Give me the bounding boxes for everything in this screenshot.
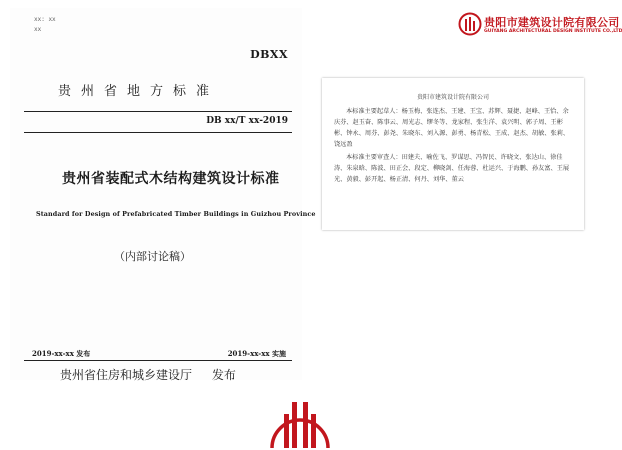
footer-divider xyxy=(24,360,292,361)
header-divider xyxy=(24,132,292,133)
company-name-cn: 贵阳市建筑设计院有限公司 xyxy=(484,16,620,29)
issuer-name: 贵州省住房和城乡建设厅 xyxy=(60,368,193,382)
drafters-list: 本标准主要起草人：杨玉梅、张连杰、王建、王宝、苏辉、聂捷、赵峰、王恰、余庆芬、赵玉奋、陈事云、周光志、缪冬等、龙家程、张生洋、袁兴明、郭子周、王彬彬、钟永、周芬、彭尧、朱晓东、刘入源、彭勇、杨青松、王成、赵杰、胡敏、张莉、饶远盈 xyxy=(334,108,570,148)
draft-label: （内部讨论稿） xyxy=(114,250,191,263)
standard-number: DB xx/T xx-2019 xyxy=(206,116,288,126)
company-logo xyxy=(458,12,622,42)
standard-type: 贵州省地方标准 xyxy=(58,84,220,99)
publish-date: 2019-xx-xx 发布 xyxy=(32,349,91,358)
top-divider xyxy=(24,111,292,112)
corner-text-1: xx: xx xyxy=(34,16,56,23)
company-emblem-icon xyxy=(458,12,482,36)
issuer xyxy=(60,366,236,383)
company-name-en: GUIYANG ARCHITECTURAL DESIGN INSTITUTE CO.,LTD xyxy=(484,29,622,34)
reviewers-list: 本标准主要审查人：田建夫、喻佐飞、罗谋思、冯智民、许晓文、张达山、徐佳涛、朱泉晗、陈波、田正会、段定、柳晓剑、任海蓉、杜运兴、于海鹏、孙友富、王展光、黄毅、彭开起、杨正清、何丹、刘华、董云 xyxy=(334,154,570,183)
issuer-action: 发布 xyxy=(211,368,236,382)
note-body xyxy=(334,106,572,185)
implement-date: 2019-xx-xx 实施 xyxy=(227,349,286,358)
note-header: 贵阳市建筑设计院有限公司 xyxy=(416,94,489,101)
standard-title-en: Standard for Design of Prefabricated Timber Buildings in Guizhou Province xyxy=(36,210,316,218)
drafters-page xyxy=(322,78,584,230)
standard-title-cn: 贵州省装配式木结构建筑设计标准 xyxy=(62,171,280,187)
standard-cover-page xyxy=(10,8,316,382)
standard-code: DBXX xyxy=(250,48,288,61)
bottom-emblem-icon xyxy=(266,390,334,450)
corner-text-2: xx xyxy=(34,26,42,33)
